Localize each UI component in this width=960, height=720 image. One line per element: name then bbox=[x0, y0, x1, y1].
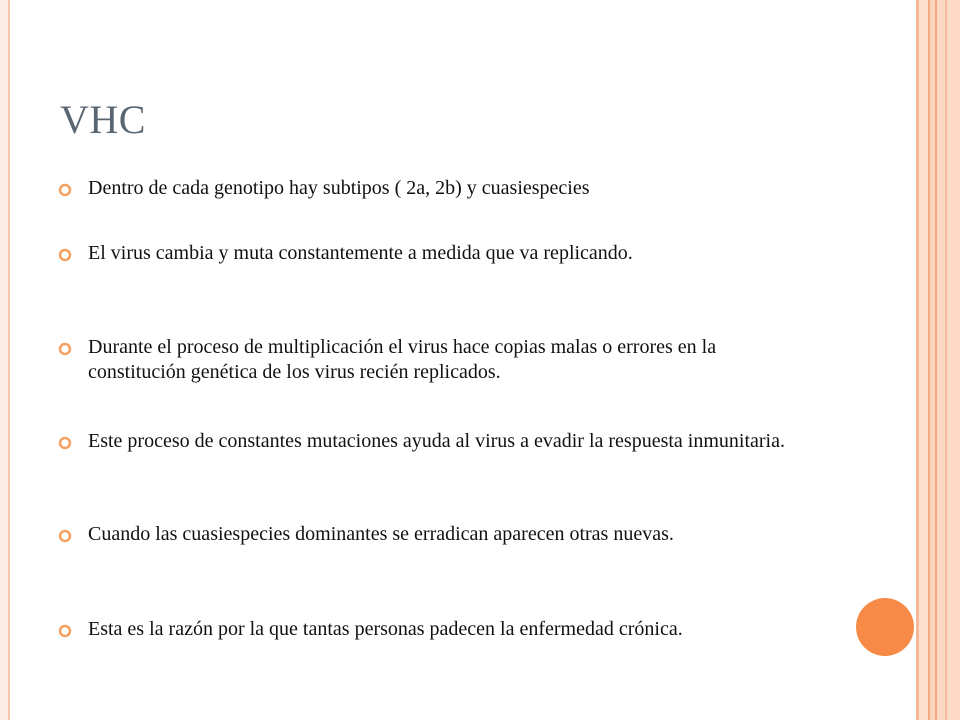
bullet-text: Este proceso de constantes mutaciones ayuda al virus a evadir la respuesta inmunitaria. bbox=[88, 430, 785, 452]
circle-bullet-icon bbox=[58, 248, 72, 262]
circle-bullet-icon bbox=[58, 183, 72, 197]
decorative-stripe bbox=[919, 0, 928, 720]
bullet-text: Dentro de cada genotipo hay subtipos ( 2a, 2b) y cuasiespecies bbox=[88, 177, 590, 199]
bullet-text: El virus cambia y muta constantemente a medida que va replicando. bbox=[88, 242, 633, 264]
bullet-text: Esta es la razón por la que tantas personas padecen la enfermedad crónica. bbox=[88, 618, 683, 640]
circle-bullet-icon bbox=[58, 436, 72, 450]
circle-bullet-icon bbox=[58, 624, 72, 638]
circle-bullet-icon bbox=[58, 529, 72, 543]
bullet-text: Cuando las cuasiespecies dominantes se erradican aparecen otras nuevas. bbox=[88, 523, 674, 545]
decorative-stripe bbox=[937, 0, 960, 720]
circle-bullet-icon bbox=[58, 342, 72, 356]
bullet-text: Durante el proceso de multiplicación el virus hace copias malas o errores en la constitución genética de los virus recién replicados. bbox=[88, 336, 717, 383]
decorative-stripe bbox=[945, 0, 947, 720]
slide-title: VHC bbox=[60, 97, 146, 142]
orange-circle-decoration bbox=[856, 598, 914, 656]
